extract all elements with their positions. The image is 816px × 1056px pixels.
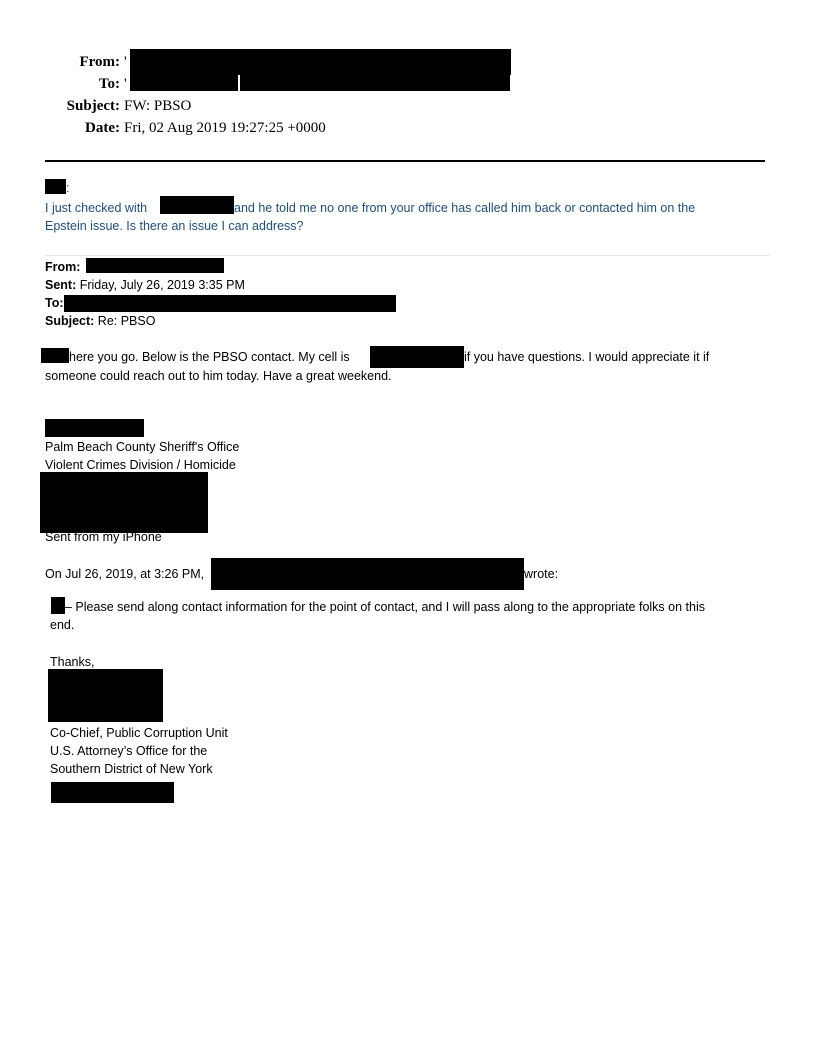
sent-from-iphone: Sent from my iPhone <box>45 530 162 544</box>
fwd-sent-label: Sent: <box>45 278 77 292</box>
redaction-reply-greeting <box>41 348 69 363</box>
redaction-quoted-contact <box>51 782 174 803</box>
redaction-signature-block <box>40 472 208 533</box>
quoted-line-2: end. <box>50 618 75 632</box>
to-label: To: <box>98 76 120 92</box>
quoted-title-3: Southern District of New York <box>50 762 213 776</box>
redaction-quoted-sender <box>211 558 524 590</box>
signature-line-2: Violent Crimes Division / Homicide <box>45 458 236 472</box>
reply-line-2: someone could reach out to him today. Have a great weekend. <box>45 369 392 383</box>
reply-line-1a: here you go. Below is the PBSO contact. My cell is <box>69 350 350 364</box>
redaction-to-2 <box>240 75 510 91</box>
quoted-title-1: Co-Chief, Public Corruption Unit <box>50 726 228 740</box>
fwd-subject-label: Subject: <box>45 314 95 328</box>
from-value: ' <box>124 54 127 70</box>
redaction-fwd-to <box>64 295 396 312</box>
forward-divider <box>45 255 770 256</box>
fwd-to-label: To: <box>45 296 64 310</box>
signature-line-1: Palm Beach County Sheriff's Office <box>45 440 240 454</box>
redaction-quoted-greeting <box>51 597 65 614</box>
date-value: Fri, 02 Aug 2019 19:27:25 +0000 <box>124 120 326 136</box>
greeting-colon: : <box>66 181 70 195</box>
redaction-to-1 <box>130 75 238 91</box>
to-value: ' <box>124 76 127 92</box>
redaction-quoted-signature <box>48 669 163 722</box>
redaction-contact-name <box>160 196 234 214</box>
fwd-sent-value: Friday, July 26, 2019 3:35 PM <box>79 278 245 292</box>
subject-value: FW: PBSO <box>124 98 192 114</box>
redaction-greeting <box>45 179 66 194</box>
date-label: Date: <box>85 120 120 136</box>
quoted-thanks: Thanks, <box>50 655 95 669</box>
fwd-subject-line <box>45 312 155 330</box>
fwd-subject-value: Re: PBSO <box>97 314 156 328</box>
header-divider <box>45 160 765 162</box>
message-line-2: Epstein issue. Is there an issue I can address? <box>45 219 304 233</box>
redaction-cell-number <box>370 346 464 368</box>
quoted-intro-a: On Jul 26, 2019, at 3:26 PM, <box>45 567 205 581</box>
reply-line-1b: if you have questions. I would appreciate it if <box>464 350 710 364</box>
redaction-fwd-from <box>86 258 224 273</box>
message-line-1a: I just checked with <box>45 201 148 215</box>
subject-label: Subject: <box>66 98 120 114</box>
quoted-title-2: U.S. Attorney’s Office for the <box>50 744 208 758</box>
redaction-from <box>130 49 511 75</box>
fwd-from-label: From: <box>45 260 81 274</box>
from-label: From: <box>79 54 120 70</box>
quoted-line-1: – Please send along contact information for the point of contact, and I will pass along to the appropriate folks on this <box>65 600 705 614</box>
fwd-sent-line <box>45 276 245 294</box>
quoted-intro-b: wrote: <box>524 567 559 581</box>
message-line-1b: and he told me no one from your office has called him back or contacted him on the <box>234 201 696 215</box>
redaction-signature-name <box>45 419 144 437</box>
